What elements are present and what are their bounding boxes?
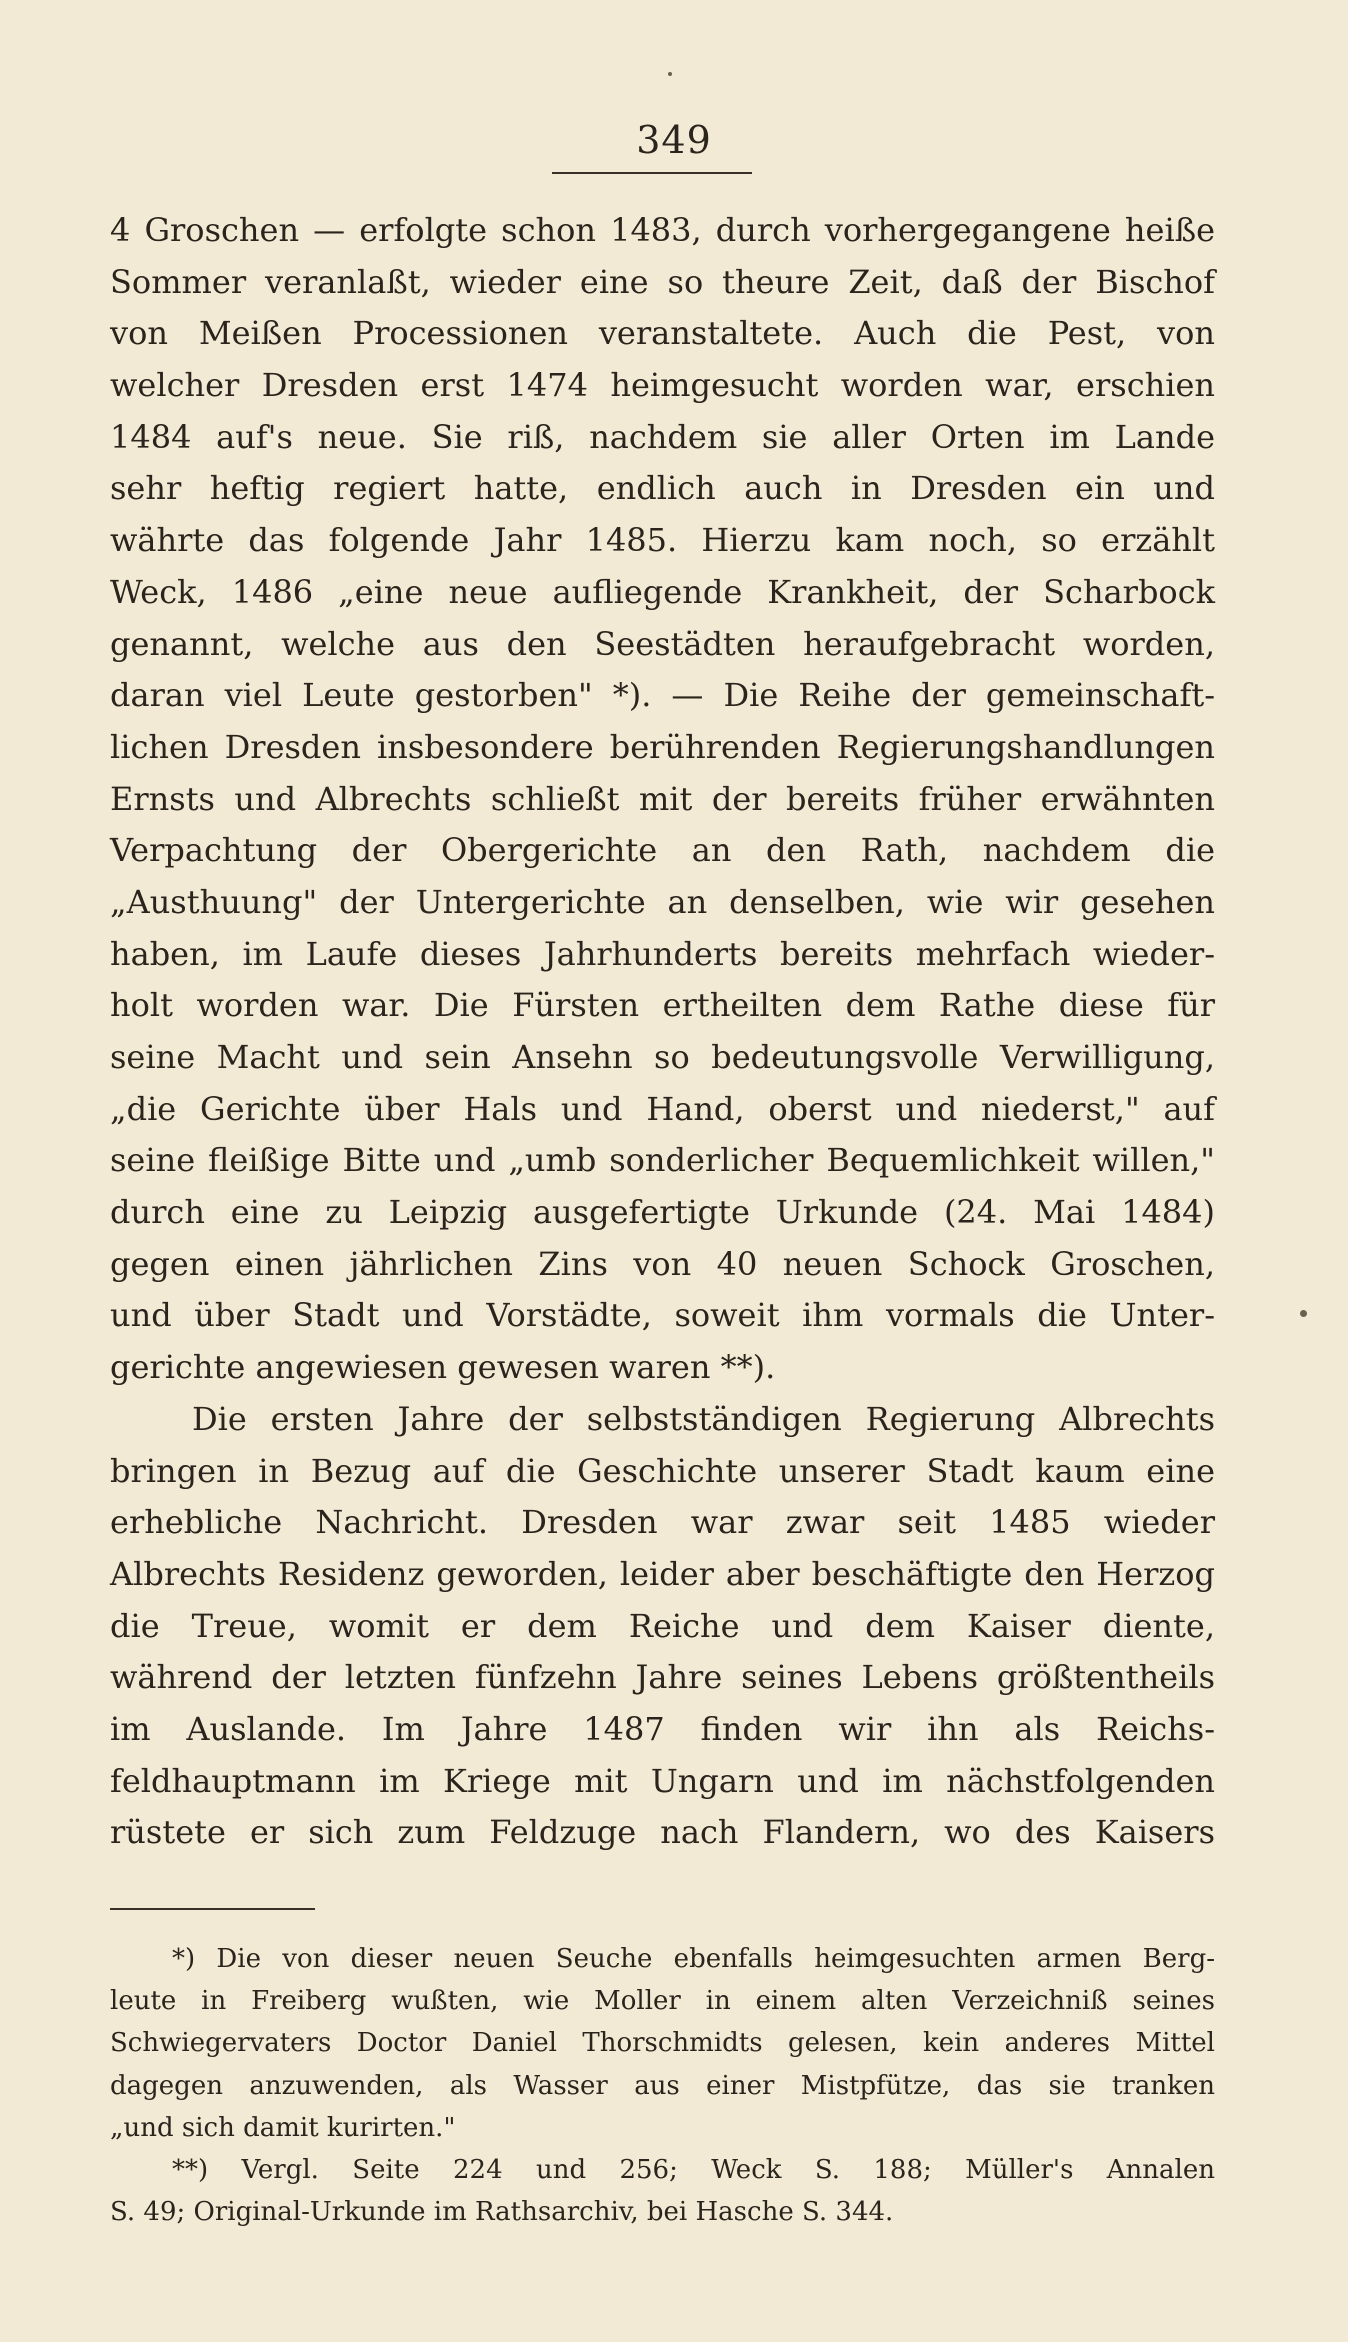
text-line: im Auslande. Im Jahre 1487 finden wir ihn als Reichs- xyxy=(110,1709,1215,1748)
text-line: holt worden war. Die Fürsten ertheilten dem Rathe diese für xyxy=(110,986,1215,1025)
text-line: erhebliche Nachricht. Dresden war zwar seit 1485 wieder xyxy=(110,1503,1215,1542)
text-line: gerichte angewiesen gewesen waren **). xyxy=(110,1348,776,1387)
text-line: genannt, welche aus den Seestädten heraufgebracht worden, xyxy=(110,624,1215,663)
text-line: Albrechts Residenz geworden, leider aber beschäftigte den Herzog xyxy=(110,1554,1215,1593)
text-line: daran viel Leute gestorben" *). — Die Reihe der gemeinschaft- xyxy=(110,676,1215,715)
page-number: 349 xyxy=(636,118,712,162)
footnotes xyxy=(110,1938,1215,2233)
text-line: von Meißen Processionen veranstaltete. Auch die Pest, von xyxy=(110,314,1215,353)
text-line: Sommer veranlaßt, wieder eine so theure Zeit, daß der Bischof xyxy=(110,262,1215,301)
text-line: währte das folgende Jahr 1485. Hierzu kam noch, so erzählt xyxy=(110,521,1215,560)
text-line: Die ersten Jahre der selbstständigen Regierung Albrechts xyxy=(192,1399,1215,1438)
body-text xyxy=(110,205,1215,1859)
footnote-line: S. 49; Original-Urkunde im Rathsarchiv, bei Hasche S. 344. xyxy=(110,2197,894,2228)
text-line: feldhauptmann im Kriege mit Ungarn und im nächstfolgenden xyxy=(110,1761,1215,1800)
text-line: seine fleißige Bitte und „umb sonderlicher Bequemlichkeit willen," xyxy=(110,1141,1215,1180)
text-line: „Austhuung" der Untergerichte an denselben, wie wir gesehen xyxy=(110,882,1215,921)
footnote-line: leute in Freiberg wußten, wie Moller in einem alten Verzeichniß seines xyxy=(110,1986,1215,2017)
text-line: Weck, 1486 „eine neue aufliegende Krankheit, der Scharbock xyxy=(110,572,1215,611)
text-line: Verpachtung der Obergerichte an den Rath, nachdem die xyxy=(110,831,1215,870)
text-line: und über Stadt und Vorstädte, soweit ihm vormals die Unter- xyxy=(110,1296,1215,1335)
text-line: sehr heftig regiert hatte, endlich auch in Dresden ein und xyxy=(110,469,1215,508)
text-line: lichen Dresden insbesondere berührenden Regierungshandlungen xyxy=(110,727,1215,766)
footnote-line: *) Die von dieser neuen Seuche ebenfalls heimgesuchten armen Berg- xyxy=(172,1944,1215,1974)
text-line: rüstete er sich zum Feldzuge nach Flandern, wo des Kaisers xyxy=(110,1813,1215,1852)
paper-speck xyxy=(668,72,672,76)
footnote-line: „und sich damit kurirten." xyxy=(110,2112,456,2143)
text-line: seine Macht und sein Ansehn so bedeutungsvolle Verwilligung, xyxy=(110,1038,1215,1076)
footnote-line: **) Vergl. Seite 224 und 256; Weck S. 188; Müller's Annalen xyxy=(172,2154,1215,2185)
text-line: „die Gerichte über Hals und Hand, oberst und niederst," auf xyxy=(110,1089,1215,1128)
text-line: bringen in Bezug auf die Geschichte unserer Stadt kaum eine xyxy=(110,1451,1215,1490)
text-line: 1484 auf's neue. Sie riß, nachdem sie aller Orten im Lande xyxy=(110,417,1215,456)
text-line: gegen einen jährlichen Zins von 40 neuen Schock Groschen, xyxy=(110,1244,1215,1283)
header-rule xyxy=(552,172,752,174)
text-line: welcher Dresden erst 1474 heimgesucht worden war, erschien xyxy=(110,366,1215,405)
text-line: haben, im Laufe dieses Jahrhunderts bereits mehrfach wieder- xyxy=(110,934,1215,973)
footnote-line: Schwiegervaters Doctor Daniel Thorschmidts gelesen, kein anderes Mittel xyxy=(110,2028,1215,2059)
footnote-rule xyxy=(110,1908,315,1910)
text-line: 4 Groschen — erfolgte schon 1483, durch vorhergegangene heiße xyxy=(110,211,1215,249)
footnote-line: dagegen anzuwenden, als Wasser aus einer Mistpfütze, das sie tranken xyxy=(110,2070,1215,2101)
text-line: durch eine zu Leipzig ausgefertigte Urkunde (24. Mai 1484) xyxy=(110,1193,1215,1232)
text-line: während der letzten fünfzehn Jahre seines Lebens größtentheils xyxy=(110,1658,1215,1697)
text-line: Ernsts und Albrechts schließt mit der bereits früher erwähnten xyxy=(110,779,1215,818)
text-line: die Treue, womit er dem Reiche und dem Kaiser diente, xyxy=(110,1606,1215,1645)
paper-speck xyxy=(1300,1310,1307,1317)
